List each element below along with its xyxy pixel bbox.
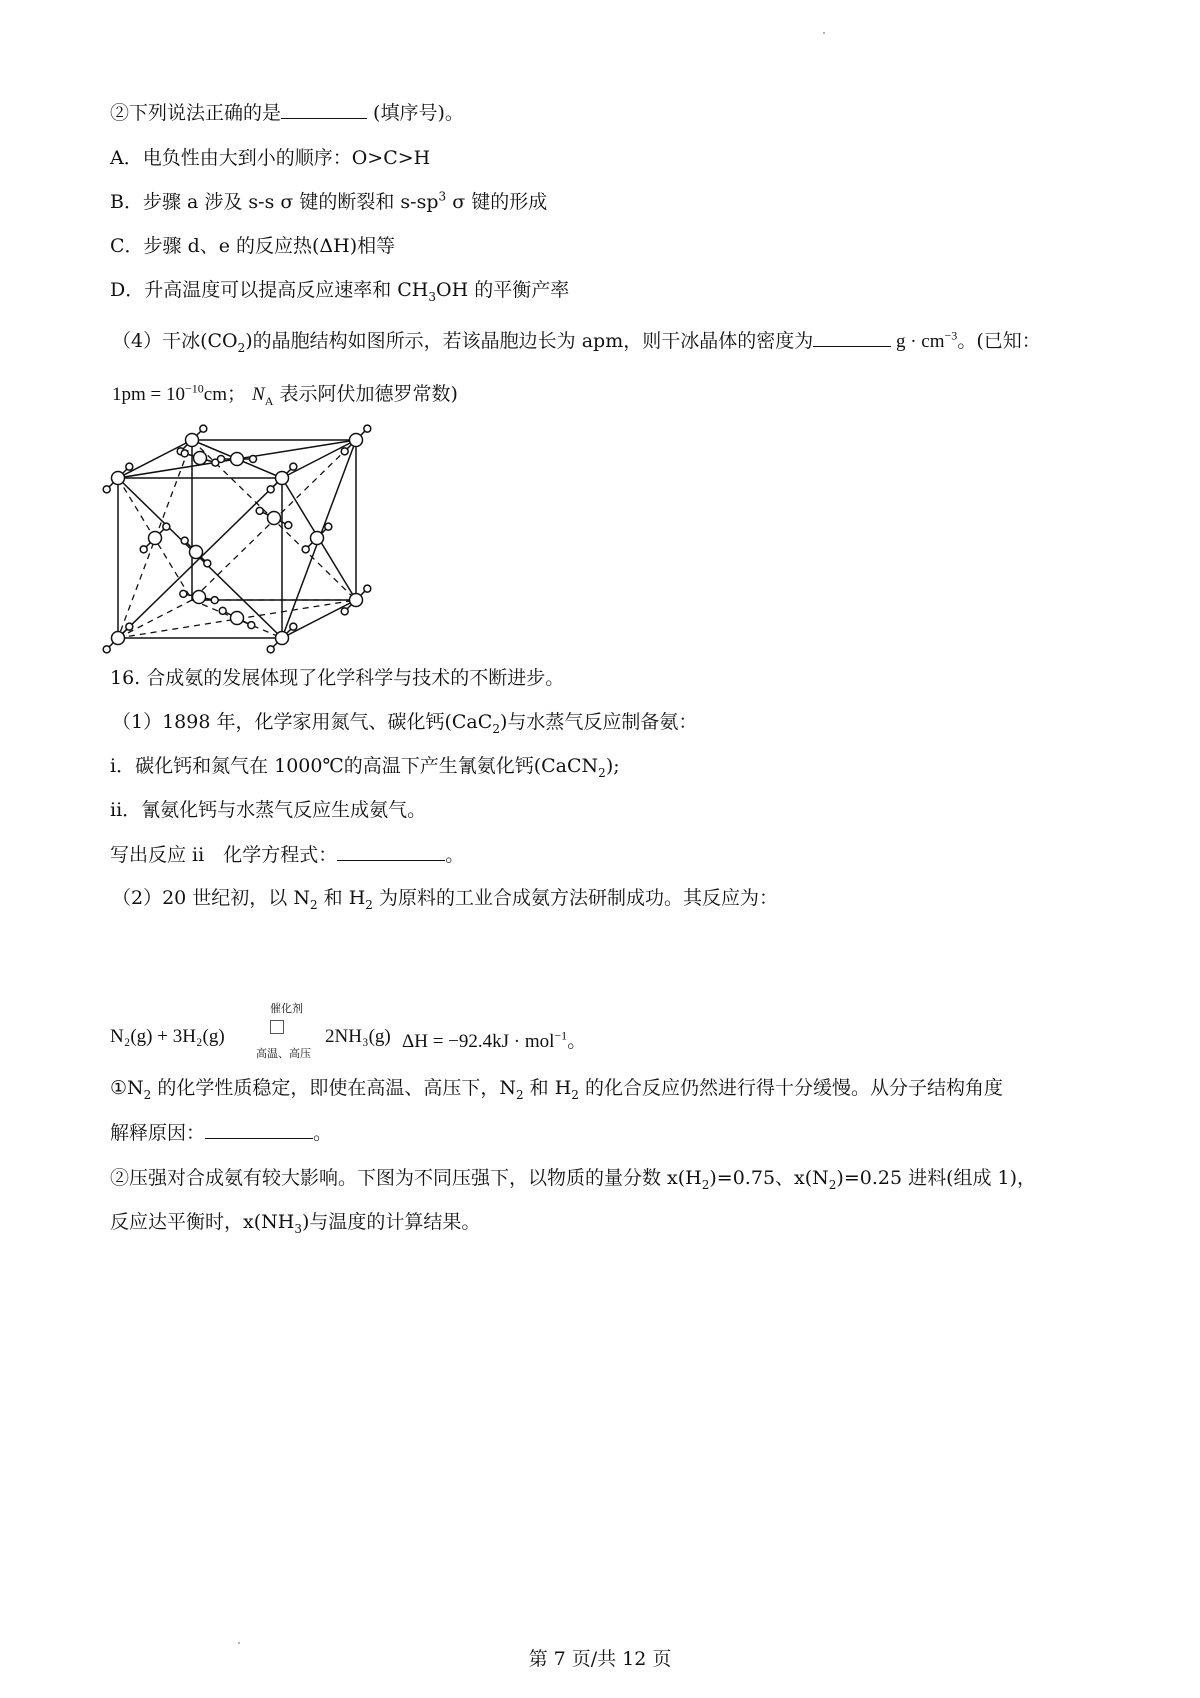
carbon-atom [268, 512, 281, 525]
carbon-atom [193, 591, 206, 604]
oxygen-atom [103, 646, 110, 653]
oxygen-atom [211, 597, 218, 604]
oxygen-atom [181, 537, 188, 544]
oxygen-atom [248, 622, 255, 629]
oxygen-atom [126, 623, 133, 630]
oxygen-atom [219, 607, 226, 614]
oxygen-atom [325, 523, 332, 530]
carbon-atom [311, 532, 324, 545]
page-footer: 第 7 页/共 12 页 [528, 1648, 672, 1670]
scan-speck [238, 1642, 240, 1644]
oxygen-atom [364, 585, 371, 592]
carbon-atom [231, 612, 244, 625]
oxygen-atom [302, 546, 309, 553]
oxygen-atom [290, 623, 297, 630]
carbon-atom [350, 434, 363, 447]
carbon-atom [194, 452, 207, 465]
q16-part2: （2）20 世纪初，以 $N_2$ 和 $H_2$ 为原料的工业合成氨方法研制成功。其反应为： [112, 887, 778, 912]
oxygen-atom [200, 425, 207, 432]
oxygen-atom [267, 646, 274, 653]
oxygen-atom [180, 590, 187, 597]
option-a: A．电负性由大到小的顺序：O>C>H [110, 147, 431, 169]
answer-blank[interactable] [281, 100, 367, 119]
dry-ice-unit-cell-figure [98, 420, 388, 655]
reversible-arrow-icon [270, 1020, 284, 1034]
density-blank[interactable] [813, 328, 891, 347]
q16-sub1: $①N_2$ 的化学性质稳定，即使在高温、高压下，$N_2$ 和 $H_2$ 的化合反应仍然进行得十分缓慢。从分子结构角度 [110, 1077, 1003, 1102]
oxygen-atom [126, 463, 133, 470]
question-stem: ②下列说法正确的是 (填序号)。 [110, 102, 464, 124]
oxygen-atom [290, 463, 297, 470]
equation-blank[interactable] [337, 842, 445, 861]
carbon-atom [186, 434, 199, 447]
carbon-atom [276, 632, 289, 645]
oxygen-atom [140, 546, 147, 553]
oxygen-atom [181, 450, 188, 457]
part4-stem: （4）干冰$(CO_2)$的晶胞结构如图所示，若该晶胞边长为 apm，则干冰晶体的密度为 $g \cdot cm^{-3}$。(已知： [112, 328, 1041, 355]
oxygen-atom [256, 507, 263, 514]
q16-part1: （1）1898 年，化学家用氮气、碳化钙(CaC$_2$)与水蒸气反应制备氨： [112, 711, 698, 736]
oxygen-atom [285, 522, 292, 529]
q16-sub2-line2: 反应达平衡时，$x(NH_3)$与温度的计算结果。 [110, 1211, 481, 1236]
oxygen-atom [341, 448, 348, 455]
carbon-atom [149, 532, 162, 545]
option-c: C．步骤 d、e 的反应热(ΔH)相等 [110, 235, 396, 257]
part4-given: $1pm = 10^{-10}cm$； $N_A$ 表示阿伏加德罗常数) [112, 381, 458, 408]
scan-speck [823, 32, 825, 34]
carbon-atom [112, 632, 125, 645]
q16-sub1-answer: 解释原因： 。 [110, 1122, 333, 1144]
q16-title: 16. 合成氨的发展体现了化学科学与技术的不断进步。 [110, 667, 565, 689]
oxygen-atom [341, 608, 348, 615]
carbon-atom [190, 546, 203, 559]
q16-step-i: i．碳化钙和氮气在 1000℃的高温下产生氰氨化钙(CaCN$_2$); [110, 755, 620, 780]
oxygen-atom [204, 560, 211, 567]
q16-step-ii: ii．氰氨化钙与水蒸气反应生成氨气。 [110, 799, 427, 821]
option-b: B．步骤 a 涉及 s-s σ 键的断裂和 $s-sp^3$ σ 键的形成 [110, 189, 548, 213]
q16-sub2: ②压强对合成氨有较大影响。下图为不同压强下，以物质的量分数 $x(H_2)=0.75$、$x(N_2)=0.25$ 进料(组成 1)， [110, 1167, 1037, 1192]
oxygen-atom [163, 523, 170, 530]
oxygen-atom [364, 425, 371, 432]
oxygen-atom [267, 486, 274, 493]
oxygen-atom [250, 456, 257, 463]
carbon-atom [350, 594, 363, 607]
carbon-atom [276, 472, 289, 485]
oxygen-atom [103, 486, 110, 493]
q16-write-equation: 写出反应 ii 化学方程式： 。 [110, 844, 465, 866]
reason-blank[interactable] [205, 1120, 313, 1139]
option-d: D．升高温度可以提高反应速率和 $CH_3OH$ 的平衡产率 [110, 279, 570, 304]
carbon-atom [112, 472, 125, 485]
oxygen-atom [218, 456, 225, 463]
carbon-atom [231, 453, 244, 466]
synthesis-equation: N₂(g) + 3H₂(g) 催化剂 高温、高压 2NH₃(g) ΔH = −92.4kJ · mol$^{-1}$。 [110, 1002, 587, 1060]
